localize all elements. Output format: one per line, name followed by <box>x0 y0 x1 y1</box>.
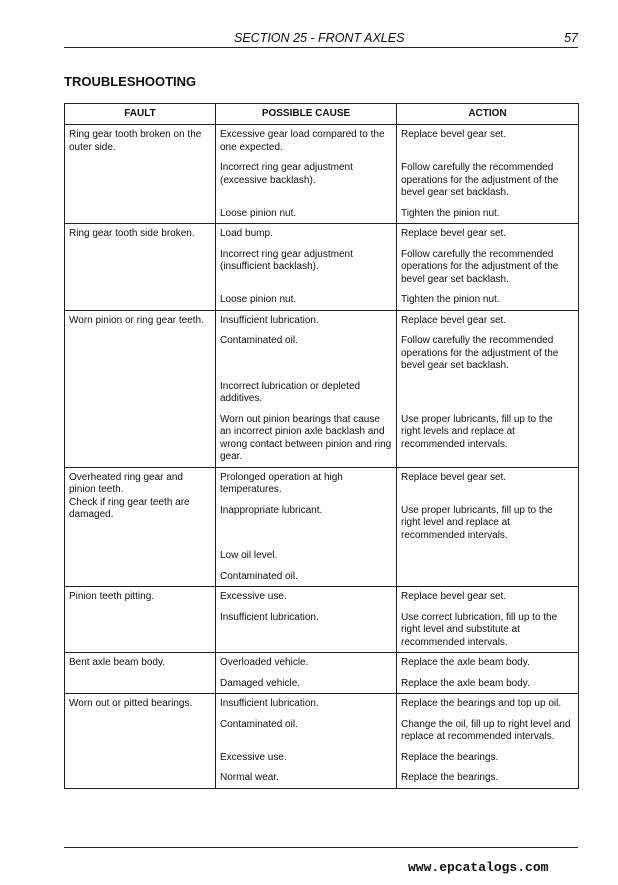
cause-cell: Insufficient lubrication. <box>216 310 397 327</box>
fault-cell: Bent axle beam body. <box>65 653 216 694</box>
action-cell: Replace the axle beam body. <box>397 670 579 694</box>
cause-column-header: POSSIBLE CAUSE <box>216 104 397 125</box>
action-cell: Use proper lubricants, fill up to the right level and replace at recommended intervals. <box>397 497 579 543</box>
table-row <box>65 125 579 155</box>
footer-divider <box>64 847 578 848</box>
action-cell: Follow carefully the recommended operations for the adjustment of the bevel gear set backlash. <box>397 241 579 287</box>
website-link[interactable]: www.epcatalogs.com <box>408 860 549 875</box>
action-cell <box>397 563 579 587</box>
table-header-row <box>65 104 579 125</box>
action-cell: Replace bevel gear set. <box>397 125 579 155</box>
cause-cell: Incorrect ring gear adjustment (excessive backlash). <box>216 154 397 200</box>
page-header <box>64 30 578 48</box>
cause-cell: Insufficient lubrication. <box>216 604 397 653</box>
table-body <box>65 125 579 789</box>
section-title: SECTION 25 - FRONT AXLES <box>234 31 405 45</box>
table-row <box>65 310 579 327</box>
action-cell: Use correct lubrication, fill up to the right level and substitute at recommended intervals. <box>397 604 579 653</box>
cause-cell: Overloaded vehicle. <box>216 653 397 670</box>
cause-cell: Excessive use. <box>216 744 397 765</box>
action-cell: Change the oil, fill up to right level and replace at recommended intervals. <box>397 711 579 744</box>
table-row <box>65 694 579 711</box>
cause-cell: Damaged vehicle. <box>216 670 397 694</box>
page-number: 57 <box>564 31 578 45</box>
table-row <box>65 224 579 241</box>
cause-cell: Contaminated oil. <box>216 327 397 373</box>
table-row <box>65 467 579 497</box>
fault-cell: Ring gear tooth side broken. <box>65 224 216 311</box>
action-cell: Replace bevel gear set. <box>397 467 579 497</box>
action-cell <box>397 542 579 563</box>
cause-cell: Contaminated oil. <box>216 711 397 744</box>
action-cell: Replace bevel gear set. <box>397 224 579 241</box>
cause-cell: Incorrect lubrication or depleted additives. <box>216 373 397 406</box>
cause-cell: Inappropriate lubricant. <box>216 497 397 543</box>
cause-cell: Loose pinion nut. <box>216 200 397 224</box>
table-row <box>65 587 579 604</box>
action-cell: Replace bevel gear set. <box>397 587 579 604</box>
action-column-header: ACTION <box>397 104 579 125</box>
action-cell: Follow carefully the recommended operations for the adjustment of the bevel gear set backlash. <box>397 327 579 373</box>
fault-cell: Pinion teeth pitting. <box>65 587 216 653</box>
action-cell <box>397 373 579 406</box>
cause-cell: Contaminated oil. <box>216 563 397 587</box>
action-cell: Tighten the pinion nut. <box>397 286 579 310</box>
cause-cell: Worn out pinion bearings that cause an incorrect pinion axle backlash and wrong contact between pinion and ring gear. <box>216 406 397 468</box>
table-row <box>65 653 579 670</box>
cause-cell: Low oil level. <box>216 542 397 563</box>
fault-cell: Worn pinion or ring gear teeth. <box>65 310 216 467</box>
fault-cell: Ring gear tooth broken on the outer side. <box>65 125 216 224</box>
action-cell: Replace the bearings and top up oil. <box>397 694 579 711</box>
cause-cell: Loose pinion nut. <box>216 286 397 310</box>
cause-cell: Insufficient lubrication. <box>216 694 397 711</box>
cause-cell: Normal wear. <box>216 764 397 788</box>
cause-cell: Excessive use. <box>216 587 397 604</box>
fault-cell: Overheated ring gear and pinion teeth. Check if ring gear teeth are damaged. <box>65 467 216 587</box>
action-cell: Replace the bearings. <box>397 744 579 765</box>
action-cell: Replace the bearings. <box>397 764 579 788</box>
action-cell: Replace the axle beam body. <box>397 653 579 670</box>
action-cell: Replace bevel gear set. <box>397 310 579 327</box>
action-cell: Tighten the pinion nut. <box>397 200 579 224</box>
cause-cell: Prolonged operation at high temperatures. <box>216 467 397 497</box>
page-heading: TROUBLESHOOTING <box>64 74 197 89</box>
fault-cell: Worn out or pitted bearings. <box>65 694 216 789</box>
fault-column-header: FAULT <box>65 104 216 125</box>
cause-cell: Load bump. <box>216 224 397 241</box>
troubleshooting-table <box>64 103 579 789</box>
action-cell: Use proper lubricants, fill up to the right levels and replace at recommended intervals. <box>397 406 579 468</box>
cause-cell: Excessive gear load compared to the one expected. <box>216 125 397 155</box>
action-cell: Follow carefully the recommended operations for the adjustment of the bevel gear set backlash. <box>397 154 579 200</box>
cause-cell: Incorrect ring gear adjustment (insufficient backlash). <box>216 241 397 287</box>
